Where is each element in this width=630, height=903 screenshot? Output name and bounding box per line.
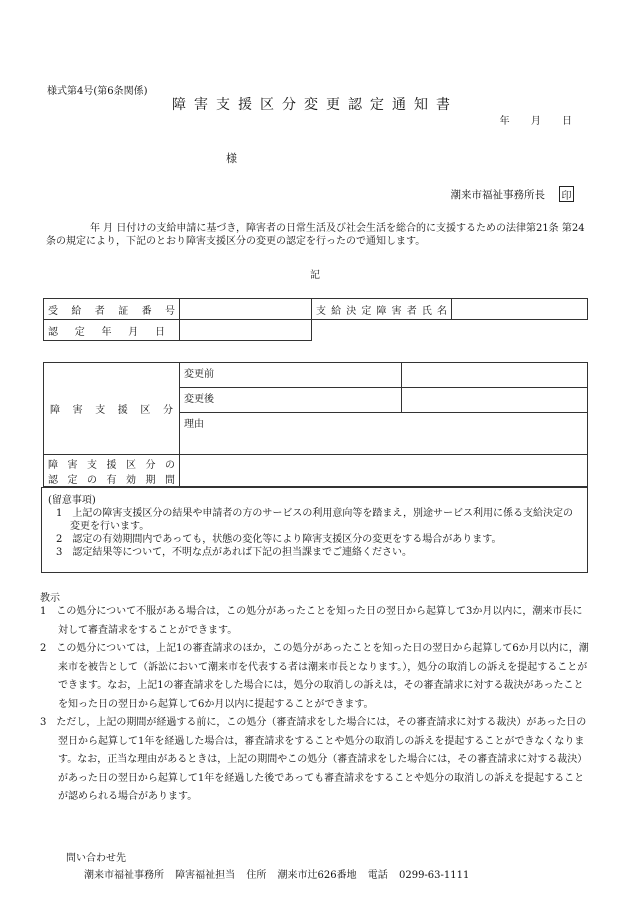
before-value[interactable] — [402, 363, 588, 388]
recipient-number-label: 受給者証番号 — [44, 299, 180, 320]
after-value[interactable] — [402, 388, 588, 413]
note-item: 1 上記の障害支援区分の結果や申請者の方のサービスの利用意向等を踏まえ，別途サービス利用に係る支給決定の変更を行います。 — [56, 508, 573, 532]
form-number: 様式第4号(第6条関係) — [47, 86, 148, 97]
category-label: 障害支援区分 — [44, 363, 180, 455]
instruction-item: 3 ただし，上記の期間が経過する前に，この処分（審査請求をした場合には，その審査請求に対する裁決）があった日の翌日から起算して1年を経過した場合は，審査請求をすることや処分の取消しの訴えを提起することができなくなります。なお，正当な理由があるときは，上記の期間やこの処分（審査請求をした場合には，その審査請求に対する裁決）があった日の翌日から起算して1年を経過した後であっても審査請求をすることや処分の取消しの訴えを提起することが認められる場合があります。 — [40, 717, 588, 802]
reason-label: 理由 — [184, 419, 204, 430]
issuer-name: 潮来市福祉事務所長 — [450, 188, 545, 201]
seal-stamp: 印 — [559, 186, 574, 202]
issue-date: 年 月 日 — [499, 116, 572, 127]
decision-name-label: 支給決定障害者氏名 — [312, 299, 452, 320]
instruction-item: 2 この処分については，上記1の審査請求のほか，この処分があったことを知った日の翌日から起算して6か月以内に，潮来市を被告として（訴訟において潮来市を代表する者は潮来市長となります。），処分の取消しの訴えを提起することができます。なお，上記1の審査請求をした場合には，処分の取消しの訴えは，その審査請求に対する裁決があったことを知った日の翌日から起算して6か月以内に提起することができます。 — [40, 643, 589, 710]
category-table — [43, 362, 588, 487]
note-item: 2 認定の有効期間内であっても，状態の変化等により障害支援区分の変更をする場合があります。 — [56, 534, 502, 545]
addressee-suffix: 様 — [226, 152, 237, 165]
intro-paragraph: 年 月 日付けの支給申請に基づき，障害者の日常生活及び社会生活を総合的に支援するための法律第21条 第24条の規定により，下記のとおり障害支援区分の変更の認定を行ったので通知します。 — [46, 223, 585, 247]
validity-value[interactable] — [180, 455, 588, 487]
issuer-block — [451, 186, 575, 202]
recipient-number-value[interactable] — [180, 299, 312, 320]
recipient-table — [43, 298, 588, 341]
instructions-heading: 教示 — [40, 593, 60, 604]
document-title: 障害支援区分変更認定通知書 — [172, 97, 458, 113]
before-label: 変更前 — [180, 363, 402, 388]
inquiry-heading: 問い合わせ先 — [66, 853, 126, 864]
validity-label: 障害支援区分の 認定の有効期間 — [44, 455, 180, 487]
note-item: 3 認定結果等について，不明な点があれば下記の担当課までご連絡ください。 — [56, 547, 412, 558]
cert-date-label: 認定年月日 — [44, 320, 180, 341]
decision-name-value[interactable] — [452, 299, 588, 320]
instructions-body — [40, 603, 590, 807]
reason-field[interactable] — [180, 413, 588, 455]
inquiry-contact: 潮来市福祉事務所 障害福祉担当 住所 潮来市辻626番地 電話 0299-63-1111 — [84, 870, 470, 881]
after-label: 変更後 — [180, 388, 402, 413]
notes-box — [41, 487, 588, 573]
ki-heading: 記 — [310, 270, 320, 281]
cert-date-value[interactable] — [180, 320, 312, 341]
notes-heading: (留意事項) — [48, 495, 96, 506]
instruction-item: 1 この処分について不服がある場合は，この処分があったことを知った日の翌日から起算して3か月以内に，潮来市長に対して審査請求をすることができます。 — [40, 606, 583, 636]
